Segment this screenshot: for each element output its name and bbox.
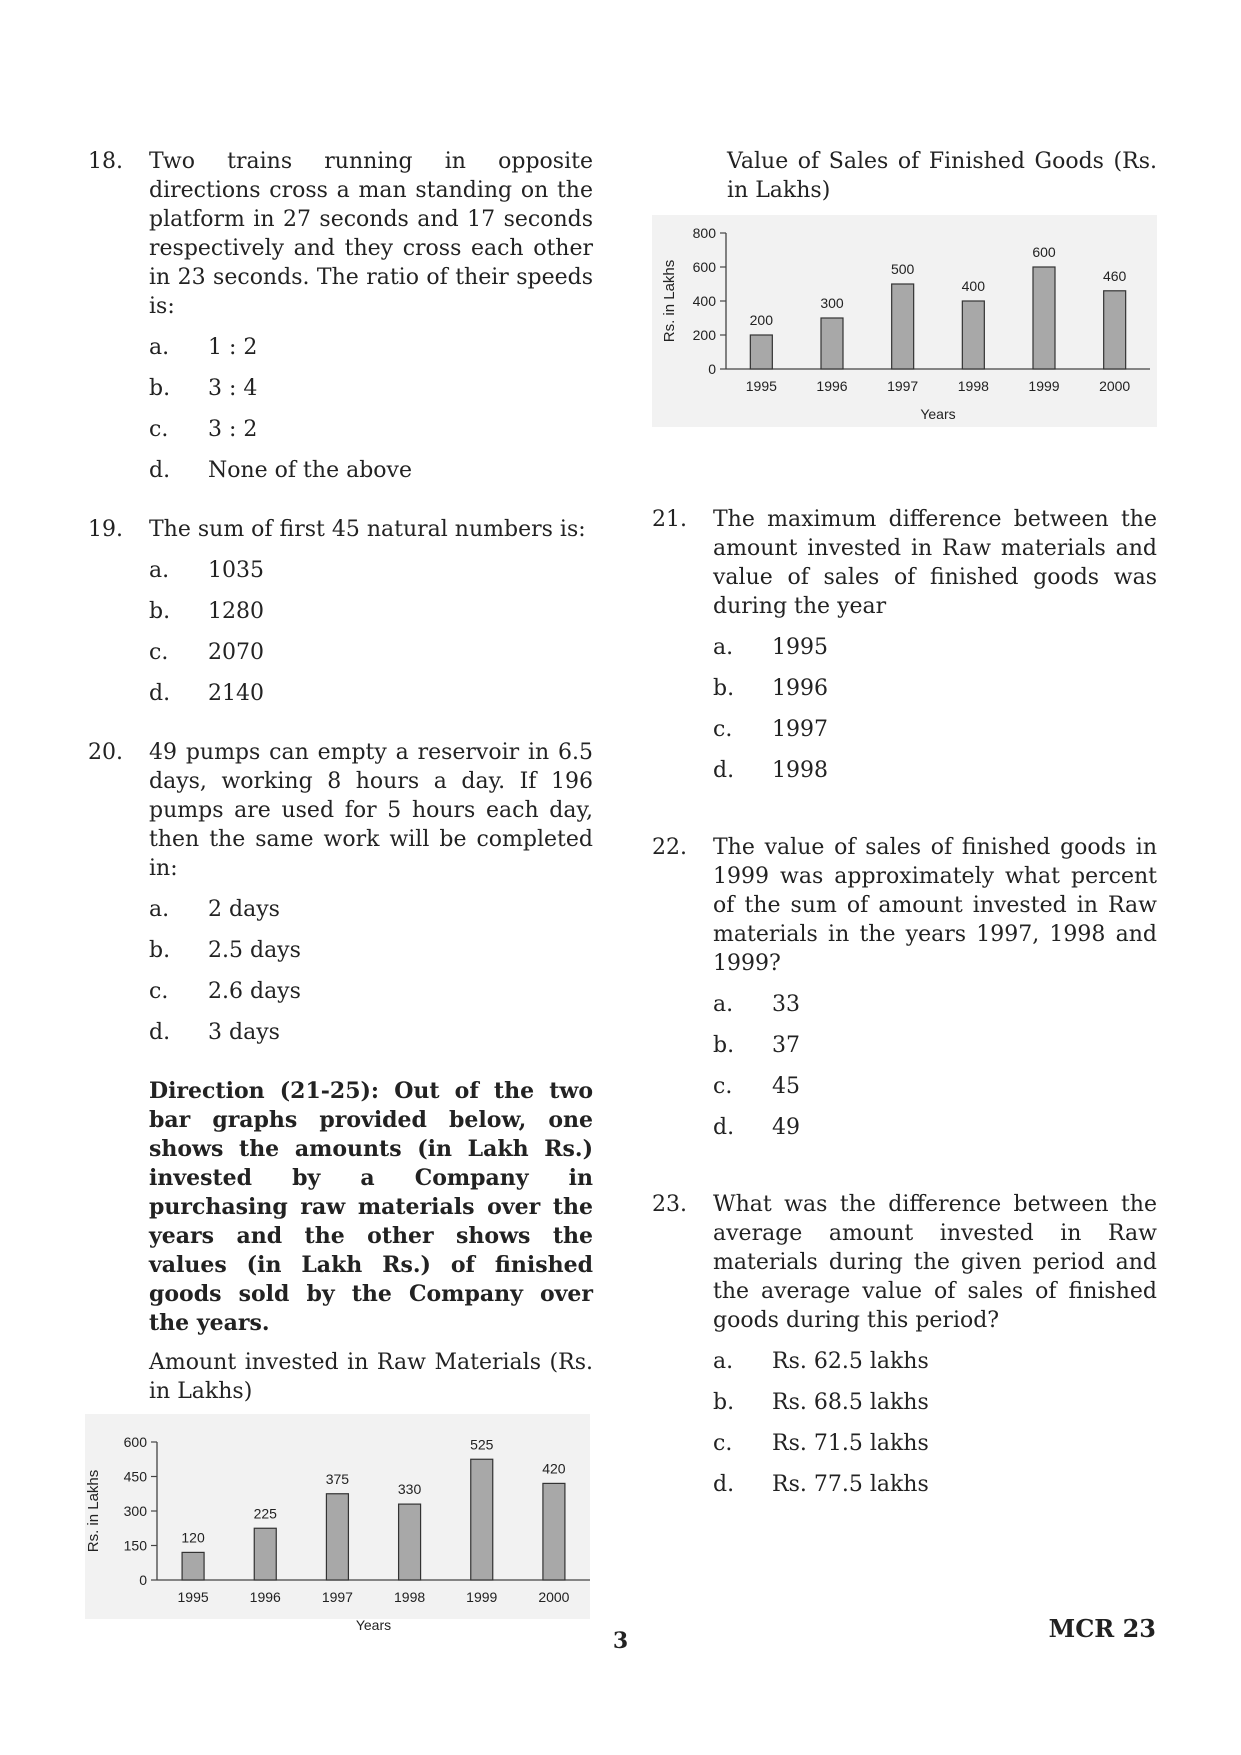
option-letter: d. bbox=[713, 758, 735, 783]
bar-1997 bbox=[892, 284, 914, 369]
question-number: 23. bbox=[652, 1192, 687, 1217]
option-text: 3 days bbox=[208, 1020, 280, 1045]
raw-materials-chart-caption: Amount invested in Raw Materials (Rs. in Lakhs) bbox=[149, 1350, 593, 1404]
option-text: 1 : 2 bbox=[208, 335, 258, 360]
paper-code: MCR 23 bbox=[1048, 1614, 1156, 1643]
bar-2000 bbox=[543, 1483, 565, 1580]
sales-chart-caption: Value of Sales of Finished Goods (Rs. in Lakhs) bbox=[727, 149, 1157, 203]
question-21 bbox=[652, 505, 1157, 797]
option[interactable] bbox=[713, 715, 1157, 756]
x-tick-label: 1998 bbox=[394, 1589, 426, 1605]
options-list bbox=[713, 633, 1157, 797]
bar-1998 bbox=[399, 1504, 421, 1580]
option[interactable] bbox=[149, 679, 593, 720]
question-text: What was the difference between the average amount invested in Raw materials during the given period and the average value of sales of finished goods during this period? bbox=[713, 1192, 1157, 1333]
bar-value-label: 500 bbox=[890, 261, 915, 277]
options-list bbox=[713, 990, 1157, 1154]
option-text: 1998 bbox=[772, 758, 828, 783]
option-text: 1035 bbox=[208, 558, 264, 583]
option-letter: b. bbox=[713, 676, 735, 701]
option[interactable] bbox=[713, 1429, 1157, 1470]
bar-1996 bbox=[254, 1528, 276, 1580]
option[interactable] bbox=[713, 1113, 1157, 1154]
option-text: Rs. 71.5 lakhs bbox=[772, 1431, 929, 1456]
option[interactable] bbox=[713, 1072, 1157, 1113]
bar-1995 bbox=[182, 1552, 204, 1580]
option[interactable] bbox=[149, 638, 593, 679]
option-letter: a. bbox=[713, 635, 734, 660]
y-tick-label: 300 bbox=[123, 1503, 147, 1519]
x-axis-label: Years bbox=[355, 1617, 392, 1633]
option[interactable] bbox=[713, 633, 1157, 674]
x-tick-label: 1996 bbox=[816, 378, 848, 394]
option-text: 33 bbox=[772, 992, 800, 1017]
question-19 bbox=[88, 515, 593, 720]
option[interactable] bbox=[713, 990, 1157, 1031]
option-text: 2140 bbox=[208, 681, 264, 706]
x-tick-label: 2000 bbox=[1099, 378, 1131, 394]
right-column bbox=[652, 147, 1157, 1511]
option[interactable] bbox=[149, 936, 593, 977]
option-text: 37 bbox=[772, 1033, 800, 1058]
option-text: 45 bbox=[772, 1074, 800, 1099]
option[interactable] bbox=[149, 456, 593, 497]
option-letter: a. bbox=[713, 992, 734, 1017]
option-letter: b. bbox=[149, 376, 171, 401]
direction-text: Direction (21-25): Out of the two bar graphs provided below, one shows the amounts (in Lakh Rs.) invested by a Company in purchasing raw materials over the years and the other shows the values (in Lakh Rs.) of finished goods sold by the Company over the years. bbox=[149, 1078, 593, 1336]
sales-chart bbox=[652, 215, 1157, 427]
option-letter: a. bbox=[149, 897, 170, 922]
option-letter: d. bbox=[149, 1020, 171, 1045]
bar-1995 bbox=[750, 335, 772, 369]
option-letter: c. bbox=[713, 1431, 733, 1456]
option-letter: d. bbox=[149, 681, 171, 706]
question-text: 49 pumps can empty a reservoir in 6.5 days, working 8 hours a day. If 196 pumps are used for 5 hours each day, then the same work will be completed in: bbox=[149, 740, 593, 881]
bar-1996 bbox=[821, 318, 843, 369]
option-letter: d. bbox=[713, 1472, 735, 1497]
y-tick-label: 400 bbox=[692, 293, 716, 309]
question-20 bbox=[88, 738, 593, 1059]
question-text: The sum of first 45 natural numbers is: bbox=[149, 517, 586, 542]
option-letter: c. bbox=[149, 417, 169, 442]
raw-materials-bar-chart bbox=[85, 1414, 590, 1633]
y-tick-label: 0 bbox=[139, 1572, 147, 1588]
option[interactable] bbox=[149, 374, 593, 415]
option-text: 1996 bbox=[772, 676, 828, 701]
bar-1999 bbox=[1033, 267, 1055, 369]
bar-1997 bbox=[326, 1494, 348, 1580]
option-letter: c. bbox=[713, 1074, 733, 1099]
bar-value-label: 330 bbox=[397, 1481, 422, 1498]
option-text: Rs. 77.5 lakhs bbox=[772, 1472, 929, 1497]
y-tick-label: 0 bbox=[708, 361, 716, 377]
option-letter: c. bbox=[149, 640, 169, 665]
bar-value-label: 375 bbox=[325, 1470, 350, 1487]
option[interactable] bbox=[149, 415, 593, 456]
option-letter: b. bbox=[149, 599, 171, 624]
option-letter: a. bbox=[713, 1349, 734, 1374]
x-tick-label: 1997 bbox=[887, 378, 919, 394]
questions-left bbox=[88, 147, 593, 1059]
option[interactable] bbox=[149, 1018, 593, 1059]
option-text: Rs. 68.5 lakhs bbox=[772, 1390, 929, 1415]
option[interactable] bbox=[149, 895, 593, 936]
y-axis-label: Rs. in Lakhs bbox=[85, 1469, 102, 1553]
bar-value-label: 460 bbox=[1102, 267, 1127, 284]
x-tick-label: 1998 bbox=[957, 378, 989, 394]
y-tick-label: 600 bbox=[123, 1434, 147, 1450]
option-text: 49 bbox=[772, 1115, 800, 1140]
option-letter: d. bbox=[149, 458, 171, 483]
bar-value-label: 120 bbox=[181, 1529, 205, 1546]
option-letter: b. bbox=[713, 1033, 735, 1058]
option[interactable] bbox=[149, 333, 593, 374]
bar-2000 bbox=[1104, 291, 1126, 369]
question-text: Two trains running in opposite directions cross a man standing on the platform in 27 seconds and 17 seconds respectively and they cross each other in 23 seconds. The ratio of their speeds is: bbox=[149, 149, 593, 319]
options-list bbox=[713, 1347, 1157, 1511]
bar-value-label: 420 bbox=[542, 1460, 566, 1477]
question-number: 22. bbox=[652, 835, 687, 860]
option-text: 2070 bbox=[208, 640, 264, 665]
y-axis-label: Rs. in Lakhs bbox=[661, 259, 678, 343]
y-tick-label: 600 bbox=[692, 259, 716, 275]
page-number: 3 bbox=[612, 1628, 629, 1654]
option-text: 2 days bbox=[208, 897, 280, 922]
option[interactable] bbox=[713, 1347, 1157, 1388]
bar-value-label: 400 bbox=[961, 278, 986, 294]
option[interactable] bbox=[713, 1470, 1157, 1511]
bar-value-label: 600 bbox=[1032, 244, 1056, 260]
x-tick-label: 1999 bbox=[1028, 378, 1060, 394]
x-tick-label: 1999 bbox=[466, 1589, 498, 1605]
option[interactable] bbox=[713, 674, 1157, 715]
raw-materials-chart bbox=[85, 1414, 590, 1633]
question-number: 18. bbox=[88, 149, 123, 174]
options-list bbox=[149, 556, 593, 720]
option-letter: a. bbox=[149, 558, 170, 583]
option[interactable] bbox=[149, 597, 593, 638]
option-text: 1280 bbox=[208, 599, 264, 624]
left-column bbox=[85, 147, 593, 1633]
option-text: 1997 bbox=[772, 717, 828, 742]
bar-value-label: 525 bbox=[470, 1436, 494, 1453]
question-text: The maximum difference between the amount invested in Raw materials and value of sales of finished goods was during the year bbox=[713, 507, 1157, 619]
x-tick-label: 2000 bbox=[538, 1589, 570, 1605]
question-23 bbox=[652, 1190, 1157, 1511]
option-text: Rs. 62.5 lakhs bbox=[772, 1349, 929, 1374]
question-22 bbox=[652, 833, 1157, 1154]
y-tick-label: 800 bbox=[692, 225, 716, 241]
y-tick-label: 450 bbox=[123, 1468, 147, 1485]
option[interactable] bbox=[149, 977, 593, 1018]
option-text: 3 : 4 bbox=[208, 376, 258, 401]
option[interactable] bbox=[713, 1388, 1157, 1429]
x-tick-label: 1995 bbox=[745, 378, 777, 394]
x-tick-label: 1997 bbox=[321, 1589, 353, 1605]
option[interactable] bbox=[713, 1031, 1157, 1072]
option[interactable] bbox=[149, 556, 593, 597]
bar-value-label: 300 bbox=[820, 295, 844, 311]
option-text: 2.5 days bbox=[208, 938, 301, 963]
question-18 bbox=[88, 147, 593, 497]
option-text: 3 : 2 bbox=[208, 417, 258, 442]
option-letter: c. bbox=[713, 717, 733, 742]
bar-1999 bbox=[471, 1459, 493, 1580]
x-tick-label: 1996 bbox=[249, 1589, 281, 1605]
x-axis-label: Years bbox=[920, 406, 956, 422]
option-letter: a. bbox=[149, 335, 170, 360]
option-letter: b. bbox=[149, 938, 171, 963]
sales-bar-chart bbox=[652, 215, 1157, 427]
question-number: 19. bbox=[88, 517, 123, 542]
option-text: 2.6 days bbox=[208, 979, 301, 1004]
option-text: 1995 bbox=[772, 635, 828, 660]
option-text: None of the above bbox=[208, 458, 412, 483]
option-letter: d. bbox=[713, 1115, 735, 1140]
x-tick-label: 1995 bbox=[177, 1589, 209, 1605]
bar-1998 bbox=[962, 301, 984, 369]
questions-right bbox=[652, 505, 1157, 1511]
option-letter: c. bbox=[149, 979, 169, 1004]
option[interactable] bbox=[713, 756, 1157, 797]
options-list bbox=[149, 333, 593, 497]
option-letter: b. bbox=[713, 1390, 735, 1415]
bar-value-label: 225 bbox=[253, 1505, 277, 1522]
question-text: The value of sales of finished goods in 1999 was approximately what percent of the sum of amount invested in Raw materials in the years 1997, 1998 and 1999? bbox=[713, 835, 1157, 976]
question-number: 20. bbox=[88, 740, 123, 765]
y-tick-label: 150 bbox=[123, 1537, 147, 1554]
bar-value-label: 200 bbox=[749, 312, 774, 328]
question-number: 21. bbox=[652, 507, 687, 532]
y-tick-label: 200 bbox=[692, 327, 716, 343]
options-list bbox=[149, 895, 593, 1059]
